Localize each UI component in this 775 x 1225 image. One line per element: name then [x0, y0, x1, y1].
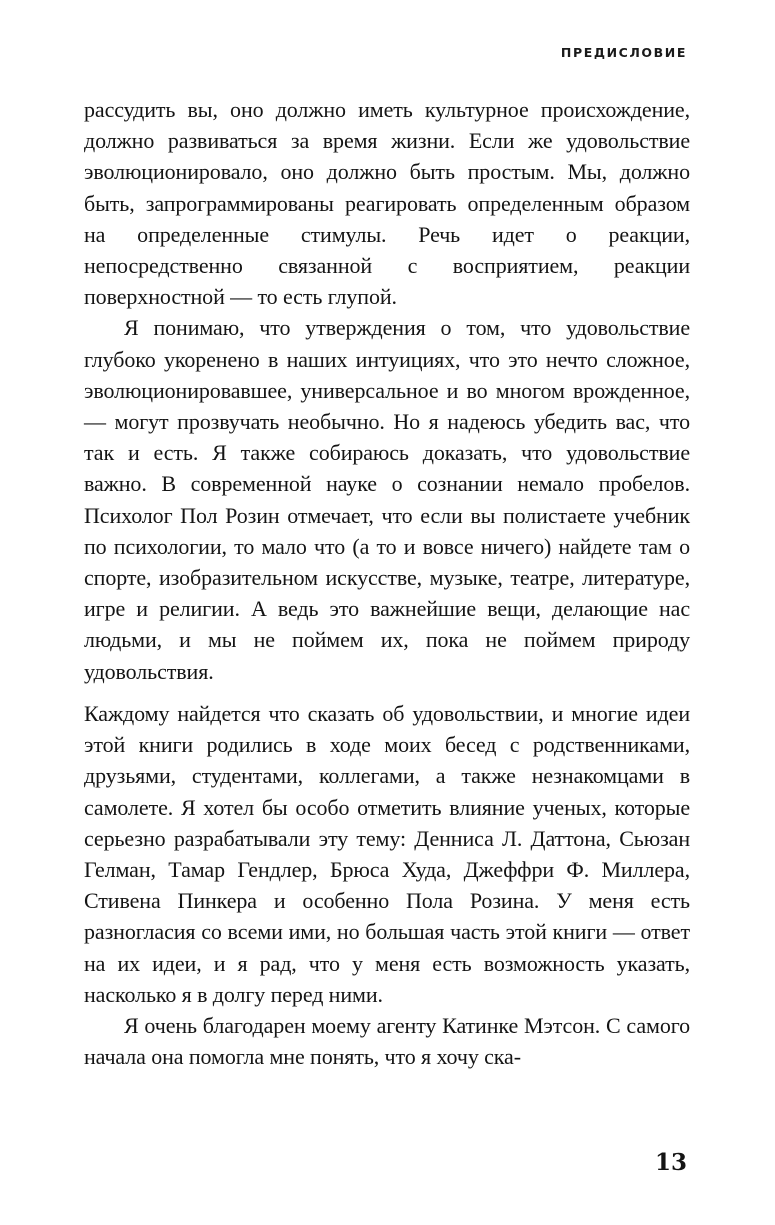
paragraph-1: рассудить вы, оно должно иметь культурное происхождение, должно развиваться за время жизни. Если же удовольствие эволюционировало, оно должно быть простым. Мы, должно быть, запрограммированы реагировать определенным образом на определенные стимулы. Речь идет о реакции, непосредственно связанной с восприятием, реакции поверхностной — то есть глупой.: [84, 97, 690, 310]
text-block-2: [84, 698, 690, 1072]
text-block-1: [84, 94, 690, 687]
page-number: 13: [654, 1149, 687, 1176]
running-header: ПРЕДИСЛОВИЕ: [560, 45, 687, 60]
paragraph-2: Я понимаю, что утверждения о том, что удовольствие глубоко укоренено в наших интуициях, что это нечто сложное, эволюционировавшее, универсальное и во многом врожденное, — могут прозвучать необычно. Но я надеюсь убедить вас, что так и есть. Я также собираюсь доказать, что удовольствие важно. В современной науке о сознании немало пробелов. Психолог Пол Розин отмечает, что если вы полистаете учебник по психологии, то мало что (а то и вовсе ничего) найдете там о спорте, изобразительном искусстве, музыке, театре, литературе, игре и религии. А ведь это важнейшие вещи, делающие нас людьми, и мы не поймем их, пока не поймем природу удовольствия.: [84, 315, 690, 684]
paragraph-4: Я очень благодарен моему агенту Катинке Мэтсон. С самого начала она помогла мне понять, что я хочу ска-: [84, 1013, 690, 1070]
paragraph-3: Каждому найдется что сказать об удовольствии, и многие идеи этой книги родились в ходе моих бесед с родственниками, друзьями, студентами, коллегами, а также незнакомцами в самолете. Я хотел бы особо отметить влияние ученых, которые серьезно разрабатывали эту тему: Денниса Л. Даттона, Сьюзан Гелман, Тамар Гендлер, Брюса Худа, Джеффри Ф. Миллера, Стивена Пинкера и особенно Пола Розина. У меня есть разногласия со всеми ими, но большая часть этой книги — ответ на их идеи, и я рад, что у меня есть возможность указать, насколько я в долгу перед ними.: [84, 701, 690, 1007]
